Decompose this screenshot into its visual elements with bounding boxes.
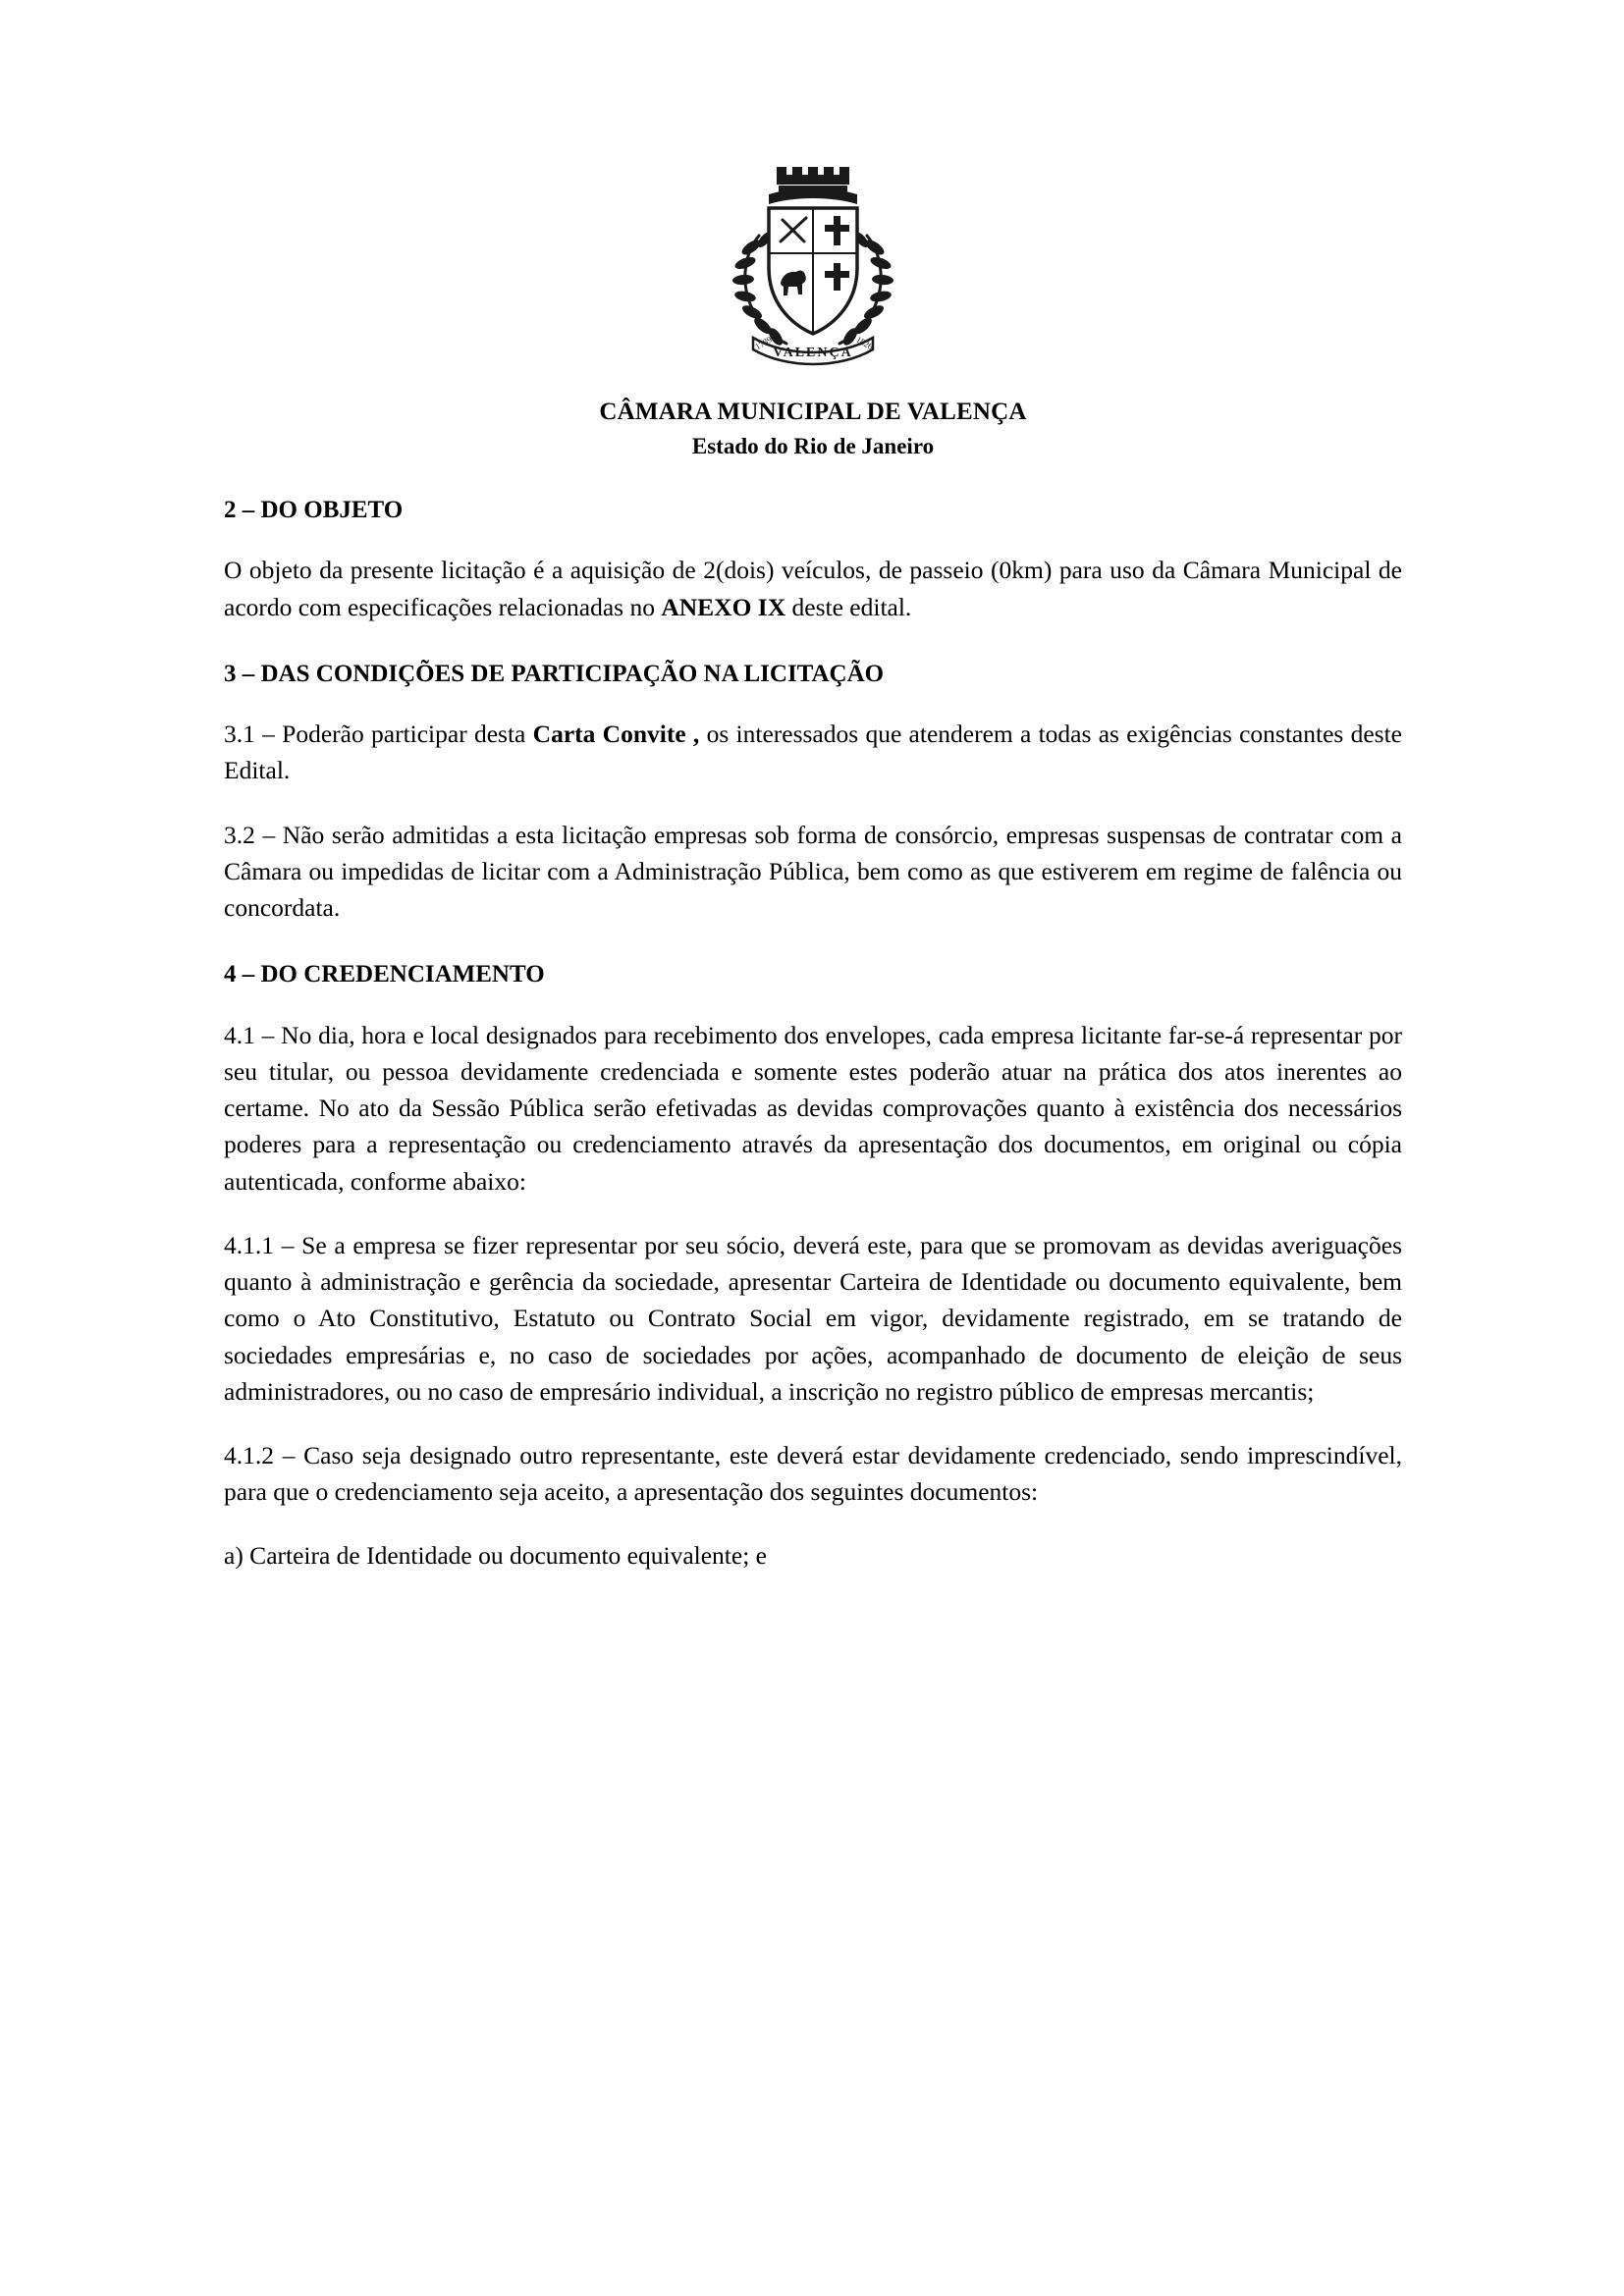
coat-of-arms-icon (710, 165, 916, 376)
page-content (224, 0, 1402, 1575)
svg-text:VALENÇA: VALENÇA (773, 346, 853, 360)
text-run: os interessados que atenderem a todas as exigências constantes deste Edital. (224, 720, 1402, 785)
section-heading-3: 3 – DAS CONDIÇÕES DE PARTICIPAÇÃO NA LICITAÇÃO (224, 660, 885, 687)
paragraph-3-1 (224, 716, 1402, 788)
organization-name: CÂMARA MUNICIPAL DE VALENÇA (599, 399, 1027, 425)
text-run-bold: Carta Convite , (532, 720, 700, 749)
text-run: 4.1 – No dia, hora e local designados para recebimento dos envelopes, cada empresa licitante far-se-á representar por seu titular, ou pessoa devidamente credenciada e somente estes poderão atuar na prática dos atos inerentes ao certame. No ato da Sessão Pública serão efetivadas as devidas comprovações quanto à existência dos necessários poderes para a representação ou credenciamento através da apresentação dos documentos, em original ou cópia autenticada, conforme abaixo: (224, 1020, 1402, 1196)
svg-text:1826: 1826 (854, 334, 875, 352)
paragraph-2-1 (224, 552, 1402, 624)
paragraph-4-1 (224, 1017, 1402, 1200)
text-run-bold: ANEXO IX (661, 592, 786, 621)
text-run: 4.1.2 – Caso seja designado outro representante, este deverá estar devidamente credenciado, sendo imprescindível, para que o credenciamento seja aceito, a apresentação dos seguintes documentos: (224, 1441, 1402, 1507)
text-run: 4.1.1 – Se a empresa se fizer representar por seu sócio, deverá este, para que se promovam as devidas averiguações quanto à administração e gerência da sociedade, apresentar Carteira de Identidade ou documento equivalente, bem como o Ato Constitutivo, Estatuto ou Contrato Social em vigor, devidamente registrado, em se tratando de sociedades empresárias e, no caso de sociedades por ações, acompanhado de documento de eleição de seus administradores, ou no caso de empresário individual, a inscrição no registro público de empresas mercantis; (224, 1230, 1402, 1406)
text-run: 3.1 – Poderão participar desta (224, 720, 533, 749)
paragraph-4-1-2 (224, 1437, 1402, 1510)
emblem-container (224, 0, 1402, 376)
paragraph-3-2 (224, 817, 1402, 927)
text-run: a) Carteira de Identidade ou documento equivalente; e (224, 1541, 767, 1571)
document-header (224, 396, 1402, 461)
text-run: 3.2 – Não serão admitidas a esta licitação empresas sob forma de consórcio, empresas suspensas de contratar com a Câmara ou impedidas de licitar com a Administração Pública, bem como as que estiverem em regime de falência ou concordata. (224, 820, 1402, 923)
organization-state: Estado do Rio de Janeiro (691, 433, 935, 458)
paragraph-4-item-a (224, 1537, 1402, 1574)
section-heading-4: 4 – DO CREDENCIAMENTO (224, 961, 545, 988)
section-heading-2: 2 – DO OBJETO (224, 496, 404, 523)
paragraph-4-1-1 (224, 1227, 1402, 1410)
svg-text:1789: 1789 (753, 334, 774, 352)
text-run: O objeto da presente licitação é a aquisição de 2(dois) veículos, de passeio (0km) para uso da Câmara Municipal de acordo com especificações relacionadas no (224, 556, 1402, 621)
text-run: deste edital. (785, 592, 912, 621)
